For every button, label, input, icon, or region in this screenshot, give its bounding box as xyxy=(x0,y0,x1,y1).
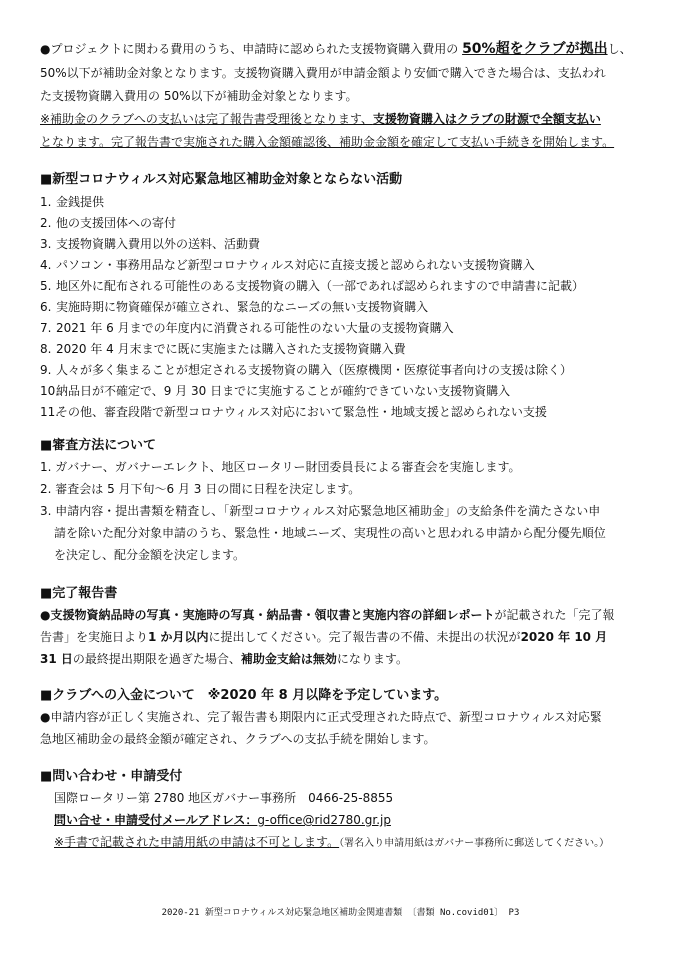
intro-note-emphasis: 支援物資購入はクラブの財源で全額支払い xyxy=(372,112,601,126)
review-item-1: 1. ガバナー、ガバナーエレクト、地区ロータリー財団委員長による審査会を実施します。 xyxy=(40,460,521,474)
report-emphasis: 1 か月以内 xyxy=(148,630,209,644)
report-emphasis: 31 日 xyxy=(40,652,73,666)
excluded-item-number: 9. xyxy=(40,363,52,377)
excluded-item-number: 3. xyxy=(40,237,52,251)
review-item-3-cont: を決定し、配分金額を決定します。 xyxy=(54,548,246,562)
excluded-item xyxy=(40,214,176,233)
excluded-item xyxy=(40,340,406,359)
contact-email-label: 問い合せ・申請受付メールアドレス： xyxy=(54,813,258,827)
intro-text: ●プロジェクトに関わる費用のうち、申請時に認められた支援物資購入費用の xyxy=(40,42,463,56)
report-text: が記載された「完了報 xyxy=(494,608,615,622)
review-item-3: 3. 申請内容・提出書類を精査し、「新型コロナウィルス対応緊急地区補助金」の支給条件を満たさない申 xyxy=(40,504,601,518)
excluded-item-number: 2. xyxy=(40,216,52,230)
intro-line-1 xyxy=(40,40,632,59)
excluded-item-number: 4. xyxy=(40,258,52,272)
intro-text: し、 xyxy=(607,42,632,56)
excluded-item xyxy=(40,298,428,317)
report-line-3 xyxy=(40,650,408,669)
intro-line-4 xyxy=(40,110,601,129)
intro-emphasis: 50%超をクラブが拠出 xyxy=(462,41,608,57)
excluded-item xyxy=(40,235,260,254)
review-section-title: ■審査方法について xyxy=(40,438,157,453)
report-section-title: ■完了報告書 xyxy=(40,586,118,601)
review-item-3-cont: 請を除いた配分対象申請のうち、緊急性・地域ニーズ、実現性の高いと思われる申請から配分優先順位 xyxy=(54,526,606,540)
page-footer: 2020-21 新型コロナウィルス対応緊急地区補助金関連書類 〔書類 No.covid01〕 P3 xyxy=(161,908,520,918)
report-line-2 xyxy=(40,628,607,647)
excluded-item-text: 納品日が不確定で、9 月 30 日までに実施することが確約できていない支援物資購入 xyxy=(56,384,511,398)
report-text: になります。 xyxy=(336,652,408,666)
excluded-item-number: 10. xyxy=(40,384,60,398)
excluded-item xyxy=(40,403,547,422)
excluded-item-number: 1. xyxy=(40,195,52,209)
intro-line-5: となります。完了報告書で実施された購入金額確認後、補助金金額を確定して支払い手続きを開始します。 xyxy=(40,135,615,149)
payment-line-2: 急地区補助金の最終金額が確定され、クラブへの支払手続を開始します。 xyxy=(40,732,436,746)
report-text: の最終提出期限を過ぎた場合、 xyxy=(72,652,241,666)
excluded-item-text: その他、審査段階で新型コロナウィルス対応において緊急性・地域支援と認められない支援 xyxy=(56,405,547,419)
excluded-item xyxy=(40,382,510,401)
excluded-item-text: 2020 年 4 月末までに既に実施または購入された支援物資購入費 xyxy=(56,342,406,356)
report-text: に提出してください。完了報告書の不備、未提出の状況が xyxy=(208,630,521,644)
excluded-item-text: 2021 年 6 月までの年度内に消費される可能性のない大量の支援物資購入 xyxy=(56,321,454,335)
report-text: 告書」を実施日より xyxy=(40,630,149,644)
contact-note-line xyxy=(54,833,609,853)
excluded-item-text: 人々が多く集まることが想定される支援物資の購入（医療機関・医療従事者向けの支援は除く） xyxy=(56,363,573,377)
excluded-item-number: 11. xyxy=(40,405,60,419)
excluded-item-text: 実施時期に物資確保が確立され、緊急的なニーズの無い支援物資購入 xyxy=(56,300,429,314)
excluded-item xyxy=(40,193,104,212)
excluded-item-text: パソコン・事務用品など新型コロナウィルス対応に直接支援と認められない支援物資購入 xyxy=(56,258,535,272)
contact-email-link[interactable]: g-office@rid2780.gr.jp xyxy=(257,813,391,827)
contact-office: 国際ロータリー第 2780 地区ガバナー事務所 0466-25-8855 xyxy=(54,791,394,805)
payment-section-title: ■クラブへの入金について ※2020 年 8 月以降を予定しています。 xyxy=(40,688,448,703)
review-item-2: 2. 審査会は 5 月下旬～6 月 3 日の間に日程を決定します。 xyxy=(40,482,361,496)
excluded-section-title: ■新型コロナウィルス対応緊急地区補助金対象とならない活動 xyxy=(40,172,403,187)
excluded-item-text: 他の支援団体への寄付 xyxy=(56,216,177,230)
intro-line-3: た支援物資購入費用の 50%以下が補助金対象となります。 xyxy=(40,89,358,103)
excluded-item-number: 7. xyxy=(40,321,52,335)
report-emphasis: ●支援物資納品時の写真・実施時の写真・納品書・領収書と実施内容の詳細レポート xyxy=(40,608,495,622)
excluded-item-number: 5. xyxy=(40,279,52,293)
payment-line-1: ●申請内容が正しく実施され、完了報告書も期限内に正式受理された時点で、新型コロナウィルス対応緊 xyxy=(40,710,602,724)
contact-note-small: （署名入り申請用紙はガバナー事務所に郵送してください。） xyxy=(339,838,610,849)
excluded-item-number: 8. xyxy=(40,342,52,356)
excluded-item xyxy=(40,361,572,380)
report-line-1 xyxy=(40,606,615,625)
contact-note: ※手書で記載された申請用紙の申請は不可とします。 xyxy=(54,835,340,849)
excluded-item-number: 6. xyxy=(40,300,52,314)
excluded-item xyxy=(40,256,535,275)
excluded-item-text: 地区外に配布される可能性のある支援物資の購入（一部であれば認められますので申請書に記載） xyxy=(56,279,585,293)
intro-note: ※補助金のクラブへの支払いは完了報告書受理後となります、 xyxy=(40,112,373,126)
intro-line-2: 50%以下が補助金対象となります。支援物資購入費用が申請金額より安価で購入できた場合は、支払われ xyxy=(40,66,606,80)
report-emphasis: 2020 年 10 月 xyxy=(520,630,608,644)
excluded-item-text: 支援物資購入費用以外の送料、活動費 xyxy=(56,237,261,251)
excluded-item xyxy=(40,319,454,338)
contact-email-line xyxy=(54,811,391,830)
excluded-item-text: 金銭提供 xyxy=(56,195,105,209)
excluded-item xyxy=(40,277,584,296)
report-emphasis: 補助金支給は無効 xyxy=(240,652,337,666)
contact-section-title: ■問い合わせ・申請受付 xyxy=(40,769,183,784)
